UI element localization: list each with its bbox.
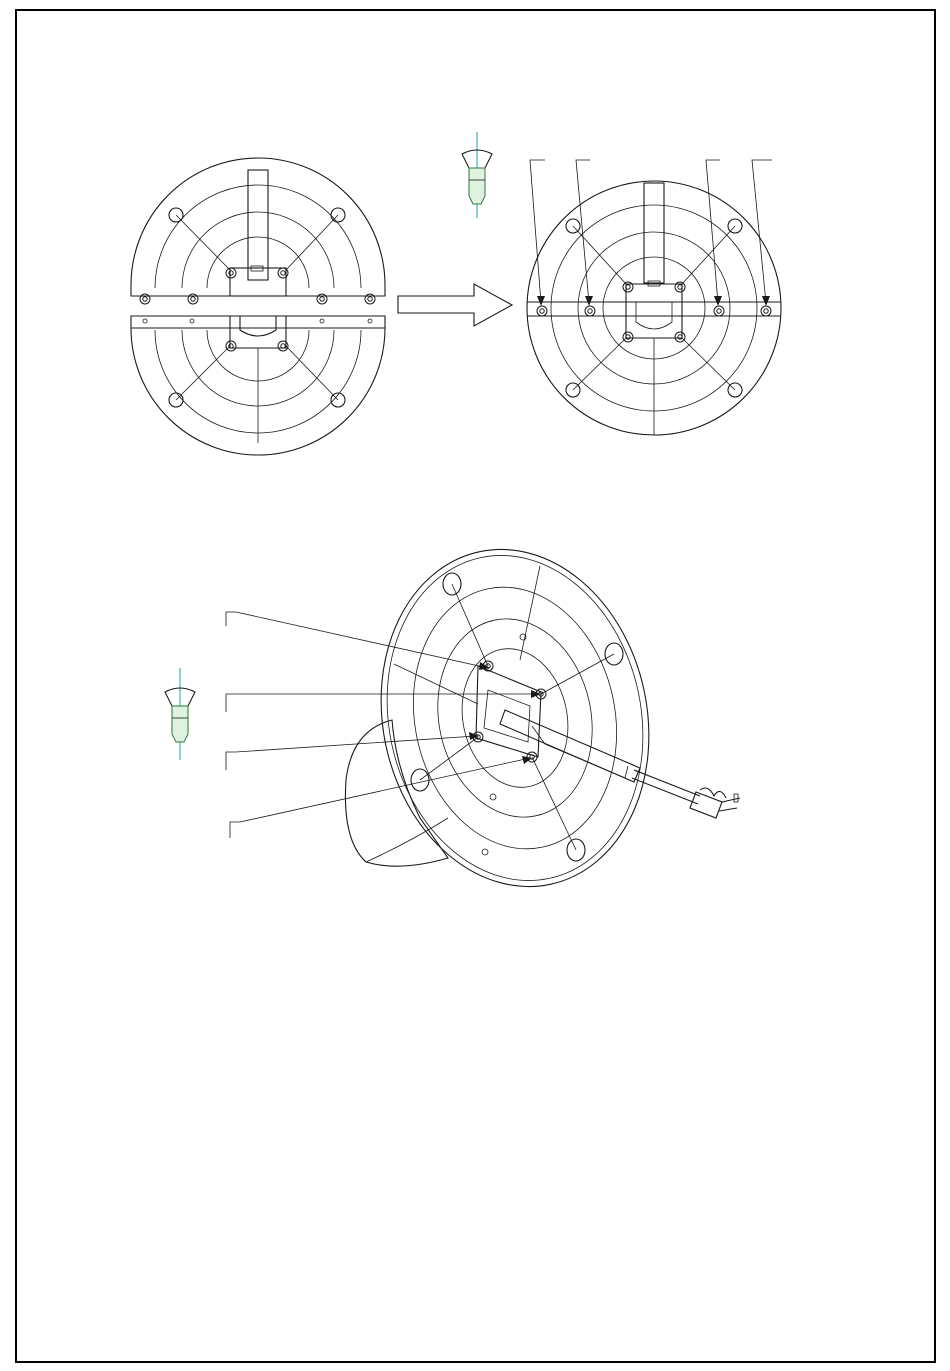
screw-icon: [462, 132, 492, 218]
bolt-hole: [675, 332, 685, 342]
leader-lines-bottom: [226, 612, 541, 838]
bolt-hole: [226, 268, 236, 278]
bolt-hole: [585, 306, 595, 316]
bolt-hole: [714, 306, 724, 316]
bolt-hole: [537, 306, 547, 316]
figure-assembled-base: [527, 160, 781, 435]
base-upper-half: [131, 158, 385, 304]
figure-base-halves-exploded: [131, 158, 385, 455]
bolt-hole: [761, 306, 771, 316]
base-lower-half: [131, 316, 385, 455]
power-plug-icon: [690, 788, 740, 818]
screw-icon: [165, 668, 195, 760]
figure-base-perspective: [226, 524, 740, 911]
bolt-hole: [226, 341, 236, 351]
bolt-hole: [623, 332, 633, 342]
right-arrow-icon: [398, 284, 512, 326]
